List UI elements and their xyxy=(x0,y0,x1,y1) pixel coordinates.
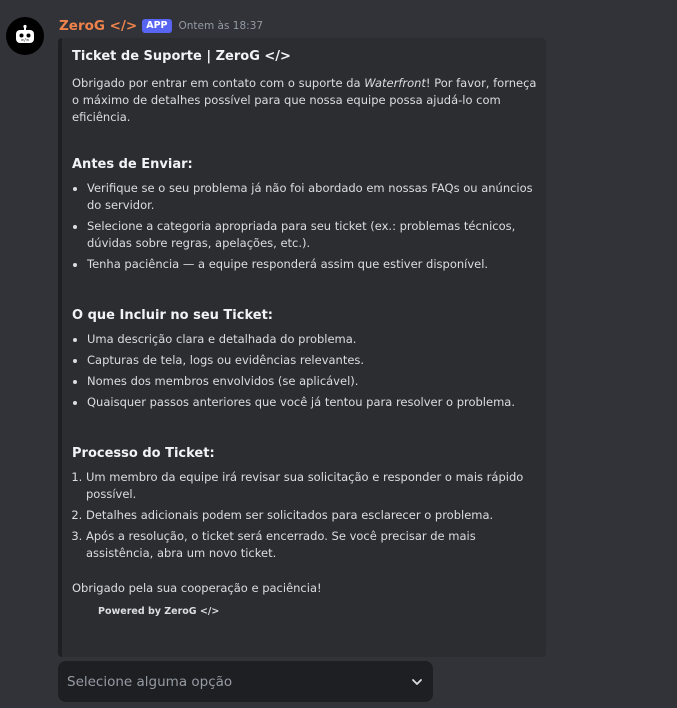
list-item: • Selecione a categoria apropriada para seu ticket (ex.: problemas técnicos, dúvidas sobre regras, apelações, etc.). xyxy=(87,218,538,252)
list-item: 1. Um membro da equipe irá revisar sua solicitação e responder o mais rápido possível. xyxy=(86,469,538,503)
list-item: 2. Detalhes adicionais podem ser solicitados para esclarecer o problema. xyxy=(86,507,538,524)
section-heading-ticket-process: Processo do Ticket: xyxy=(72,446,215,461)
bot-icon xyxy=(13,24,37,48)
message-header xyxy=(59,16,263,36)
avatar[interactable] xyxy=(6,17,44,55)
list-item: 3. Após a resolução, o ticket será encerrado. Se você precisar de mais assistência, abra um novo ticket. xyxy=(86,528,538,562)
ticket-process-list xyxy=(72,469,538,562)
section-heading-before-sending: Antes de Enviar: xyxy=(72,157,193,172)
embed-description xyxy=(72,75,538,620)
timestamp: Ontem às 18:37 xyxy=(178,20,264,32)
list-item: • Uma descrição clara e detalhada do problema. xyxy=(87,331,538,348)
list-item: • Quaisquer passos anteriores que você já tentou para resolver o problema. xyxy=(87,394,538,411)
option-select[interactable] xyxy=(58,661,433,702)
app-badge: APP xyxy=(142,19,171,33)
embed-footer: Powered by ZeroG </> xyxy=(98,606,220,617)
list-item: • Tenha paciência — a equipe responderá assim que estiver disponível. xyxy=(87,256,538,273)
embed-title: Ticket de Suporte | ZeroG </> xyxy=(72,49,291,64)
section-heading-what-to-include: O que Incluir no seu Ticket: xyxy=(72,308,273,323)
svg-text:</>: </> xyxy=(20,38,30,44)
intro-emphasis: Waterfront xyxy=(364,76,426,90)
list-item: • Nomes dos membros envolvidos (se aplicável). xyxy=(87,373,538,390)
author-name[interactable]: ZeroG </> xyxy=(59,18,138,34)
list-item: • Verifique se o seu problema já não foi abordado em nossas FAQs ou anúncios do servidor. xyxy=(87,180,538,214)
select-placeholder: Selecione alguma opção xyxy=(67,673,233,690)
before-sending-list xyxy=(72,180,538,273)
closing-text: Obrigado pela sua cooperação e paciência! xyxy=(72,581,322,595)
list-item: • Capturas de tela, logs ou evidências relevantes. xyxy=(87,352,538,369)
support-embed xyxy=(58,38,546,657)
chevron-down-icon xyxy=(410,675,424,689)
what-to-include-list xyxy=(72,331,538,411)
intro-text: Obrigado por entrar em contato com o suporte da Waterfront! Por favor, forneça o máximo de detalhes possível para que nossa equipe possa ajudá-lo com eficiência. xyxy=(72,76,537,124)
